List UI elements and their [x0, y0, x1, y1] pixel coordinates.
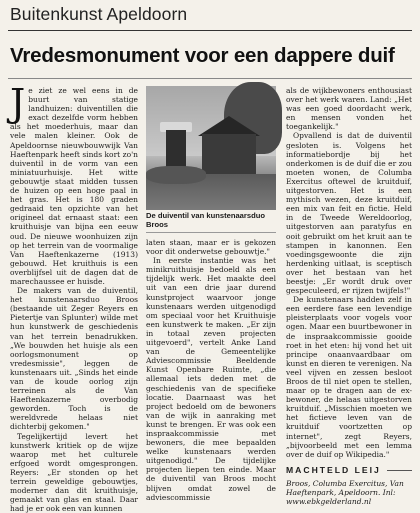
article-paragraph: [10, 81, 138, 286]
article-column-1: [10, 81, 138, 513]
author-name: MACHTELD LEIJ: [286, 464, 381, 475]
article-paragraph: Opvallend is dat de duiventil gesloten is. Volgens het informatiebordje bij het onderkomen is de duif die er zou moeten wonen, de Columba Exercitus oftewel de kruitduif, uitgestorven. Het is een mythisch wezen, deze kruitduif, een mix van feit en fictie. Held in de Tweede Wereldoorlog, uitgestorven aan paratyfus en ooit gebruikt om het kruit aan te stampen in kanonnen. Een voedingsgewoonte die zijn herdenking uitlaat, is sceptisch over het bestaan van het beestje: „Er wordt druk over gespeculeerd, er rijzen twijfels!": [286, 131, 412, 296]
headline: Vredesmonument voor een dappere duif: [10, 44, 395, 67]
byline-rule: [387, 470, 412, 471]
article-column-2: [146, 238, 276, 502]
article-paragraph: laten staan, maar er is gekozen voor dit onderwetse gebouwtje.": [146, 238, 276, 257]
headline-rule: [8, 78, 412, 79]
author-byline: [286, 466, 412, 475]
photo-house-roof: [198, 116, 260, 136]
top-rule: [8, 30, 412, 31]
article-paragraph: In eerste instantie was het minikruithuisje bedoeld als een tijdelijk werk. Het maakte deel uit van een drie jaar durend kunstproject waarvoor jonge kunstenaars werden uitgenodigd om speciaal voor het Kruithuisje een kunstwerk te maken. „Er zijn in totaal zeven projecten uitgevoerd", vertelt Anke Land van de Gemeentelijke Adviescommissie Beeldende Kunst Openbare Ruimte, „die allemaal iets deden met de geschiedenis van de specifieke locatie. Daarnaast was het project bedoeld om de bewoners van de wijk in aanraking met kunst te brengen. Er was ook een inspraakcommissie met bewoners, die mee bepaalden welke kunstenaars werden uitgenodigd." De tijdelijke projecten liepen ten einde. Maar de duiventil van Broos mocht blijven omdat zowel de adviescommissie: [146, 256, 276, 502]
article-paragraph: De kunstenaars hadden zelf in een eerdere fase een levendige pleisterplaats voor vogels voor ogen. Maar een buurtbewoner in de inspraakcommissie gooide roet in het eten: hij vond het uit principe onaanvaardbaar om kunst en dieren te verenigen. Na veel vijven en zessen besloot Broos de til niet open te stellen, maar op te dragen aan de ex-bewoner, de helaas uitgestorven kruitduif. „Misschien moeten we het fictieve leven van de kruitduif voortzetten op internet", zegt Reyers, „bijvoorbeeld met een lemma over de duif op Wikipedia.": [286, 295, 412, 459]
photo-caption: De duiventil van kunstenaarsduo Broos: [146, 211, 265, 229]
article-photo: [146, 86, 276, 210]
photo-house: [202, 134, 256, 174]
article-column-3: [286, 86, 412, 507]
article-footer-info: Broos, Columba Exercitus, Van Haeftenpark, Apeldoorn. Inl: www.ebkgelderland.nl: [286, 478, 404, 507]
paragraph-text: e ziet ze wel eens in de buurt van statige landhuizen: duiventillen die exact dezelfde vorm hebben als het moederhuis, maar dan vele malen kleiner. Ook de Apeldoornse nieuwbouwwijk Van Haeftenpark heeft sinds kort zo'n duiventil in de vorm van een miniatuurhuisje. Het witte gebouwtje staat midden tussen de huizen op een hoge paal in het gras. Het is 180 graden gedraaid ten opzichte van het origineel dat ernaast staat: een kruithuisje van bijna een eeuw oud. De nieuwe woonhuizen zijn op het terrein van de voormalige Van Haeftenkazerne (1913) gebouwd. Het kruithuis is een overblijfsel uit de dagen dat de marechaussee er huisde.: [10, 86, 138, 286]
article-paragraph: als de wijkbewoners enthousiast over het werk waren. Land: „Het was een goed doordacht werk, en mensen vonden het toegankelijk.": [286, 86, 412, 132]
drop-cap: J: [10, 81, 26, 125]
article-paragraph: Tegelijkertijd levert het kunstwerk kritiek op de wijze waarop met het culturele erfgoed wordt omgesprongen. Reyers: „Er stonden op het terrein geweldige gebouwtjes, moderner dan dit kruithuisje, gemaakt van glas en staal. Daar had je er ook een van kunnen: [10, 431, 138, 513]
caption-rule: [146, 232, 276, 233]
rubric-title: Buitenkunst Apeldoorn: [10, 4, 188, 24]
article-paragraph: De makers van de duiventil, het kunstenaarsduo Broos (bestaande uit Zeger Reyers en Pietertje van Splunter) wilde met hun kunstwerk de geschiedenis van het terrein benadrukken. „We bouwden het huisje als een oorlogsmonument op vredesmissie", leggen de kunstenaars uit. „Sinds het einde van de koude oorlog zijn terreinen als de Van Haeftenkazerne overbodig geworden. Toch is de wereldvrede helaas niet dichterbij gekomen.": [10, 286, 138, 432]
photo-bush: [146, 166, 206, 184]
